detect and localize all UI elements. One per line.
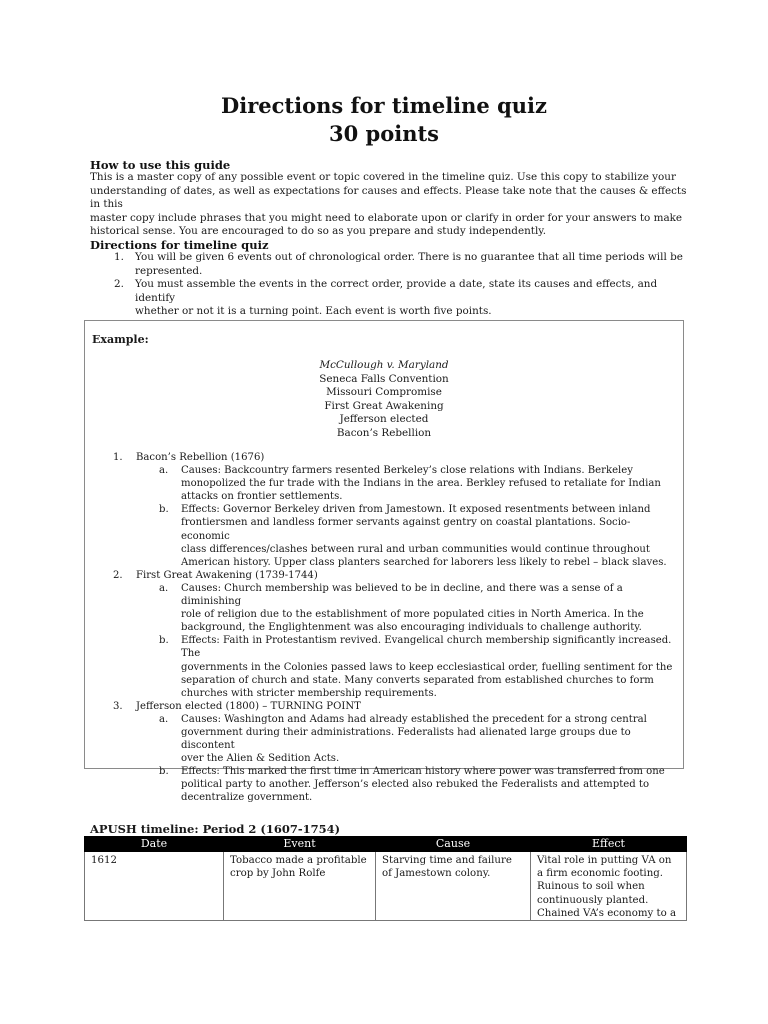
- guide-line: understanding of dates, as well as expectations for causes and effects. Please take note that the causes & effects in this: [90, 184, 687, 211]
- cell-cause: Starving time and failure of Jamestown colony.: [376, 852, 531, 921]
- answer-item: [113, 451, 679, 464]
- cell-effect: [531, 852, 687, 921]
- sub-line: government during their administrations. Federalists had alienated large groups due to discontent: [181, 726, 631, 752]
- guide-line: This is a master copy of any possible event or topic covered in the timeline quiz. Use this copy to stabilize your: [90, 171, 676, 183]
- answer-number: 1.: [113, 452, 123, 463]
- sub-line: American history. Upper class planters searched for laborers less likely to rebel – black slaves.: [181, 556, 667, 568]
- guide-line: historical sense. You are encouraged to do so as you prepare and study independently.: [90, 225, 547, 238]
- answer-title: First Great Awakening (1739-1744): [136, 569, 318, 581]
- column-header-date: Date: [85, 837, 224, 852]
- guide-paragraph: [90, 171, 690, 239]
- example-event: Missouri Compromise: [326, 386, 442, 398]
- answer-number: 2.: [113, 569, 123, 581]
- answer-causes: [113, 464, 679, 503]
- sub-letter: a.: [159, 582, 169, 594]
- sub-line: Causes: Washington and Adams had already established the precedent for a strong central: [181, 713, 647, 725]
- answer-causes: [113, 713, 679, 765]
- example-events-list: [85, 359, 683, 440]
- column-header-cause: Cause: [376, 837, 531, 852]
- sub-line: attacks on frontier settlements.: [181, 491, 343, 503]
- example-event: Jefferson elected: [339, 413, 429, 425]
- example-event: McCullough v. Maryland: [319, 359, 449, 371]
- directions-item: [90, 251, 690, 278]
- table-header-row: [85, 837, 687, 852]
- directions-list: [90, 251, 690, 319]
- sub-line: background, the Englightenment was also encouraging individuals to challenge authority.: [181, 622, 642, 634]
- sub-letter: b.: [159, 635, 169, 647]
- sub-letter: a.: [159, 465, 169, 477]
- cell-event: Tobacco made a profitable crop by John Rolfe: [224, 852, 376, 921]
- sub-letter: a.: [159, 713, 169, 725]
- sub-line: Effects: Faith in Protestantism revived. Evangelical church membership significantly increased. The: [181, 635, 672, 660]
- sub-line: decentralize government.: [181, 792, 313, 804]
- guide-line: master copy include phrases that you might need to elaborate upon or clarify in order for your answers to make: [90, 211, 683, 224]
- answer-number: 3.: [113, 700, 123, 712]
- column-header-event: Event: [224, 837, 376, 852]
- example-label: Example:: [92, 333, 149, 346]
- example-event: Seneca Falls Convention: [319, 372, 449, 385]
- effect-line: Vital role in putting VA on a firm economic footing.: [537, 855, 672, 880]
- sub-line: Causes: Backcountry farmers resented Berkeley’s close relations with Indians. Berkeley: [181, 465, 633, 477]
- sub-line: separation of church and state. Many converts separated from established churches to form: [181, 674, 654, 686]
- answer-item: [113, 700, 679, 713]
- directions-heading: Directions for timeline quiz: [90, 238, 269, 252]
- sub-line: political party to another. Jefferson’s elected also rebuked the Federalists and attempted to: [181, 779, 650, 791]
- sub-line: monopolized the fur trade with the Indians in the area. Berkley refused to retaliate for Indian: [181, 478, 661, 490]
- example-event: Bacon’s Rebellion: [336, 426, 432, 439]
- example-answers: [113, 451, 679, 805]
- sub-line: Causes: Church membership was believed to be in decline, and there was a sense of a diminishing: [181, 582, 623, 608]
- answer-title: Jefferson elected (1800) – TURNING POINT: [136, 700, 361, 712]
- answer-causes: [113, 582, 679, 634]
- sub-line: Effects: Governor Berkeley driven from Jamestown. It exposed resentments between inland: [181, 504, 651, 516]
- sub-line: Effects: This marked the first time in American history where power was transferred from one: [181, 766, 665, 778]
- item-line: represented.: [135, 264, 203, 277]
- answer-effects: [113, 503, 679, 568]
- directions-item: [90, 278, 690, 319]
- item-line: You will be given 6 events out of chronological order. There is no guarantee that all time periods will be: [135, 251, 683, 263]
- table-row: [85, 852, 687, 921]
- sub-line: frontiersmen and landless former servants against gentry on coastal plantations. Socio-economic: [181, 517, 631, 542]
- example-event: First Great Awakening: [324, 399, 444, 412]
- item-line: whether or not it is a turning point. Each event is worth five points.: [135, 305, 492, 318]
- document-subtitle-points: 30 points: [329, 121, 439, 146]
- sub-line: role of religion due to the establishment of more populated cities in North America. In the: [181, 609, 644, 621]
- answer-item: [113, 569, 679, 582]
- sub-line: churches with stricter membership requirements.: [181, 687, 437, 699]
- sub-line: over the Alien & Sedition Acts.: [181, 753, 340, 765]
- sub-line: class differences/clashes between rural and urban communities would continue throughout: [181, 543, 650, 555]
- item-number: 1.: [114, 251, 124, 263]
- sub-letter: b.: [159, 766, 169, 778]
- item-number: 2.: [114, 278, 124, 291]
- timeline-table: [84, 836, 687, 921]
- answer-title: Bacon’s Rebellion (1676): [136, 452, 265, 463]
- column-header-effect: Effect: [531, 837, 687, 852]
- timeline-table-title: APUSH timeline: Period 2 (1607-1754): [90, 822, 341, 836]
- effect-line: Ruinous to soil when continuously planted.: [537, 881, 649, 906]
- answer-effects: [113, 634, 679, 699]
- document-title: Directions for timeline quiz: [221, 93, 547, 118]
- sub-letter: b.: [159, 504, 169, 516]
- effect-line: Chained VA’s economy to a: [537, 907, 677, 919]
- example-box: [84, 320, 684, 804]
- answer-effects: [113, 765, 679, 804]
- guide-heading: How to use this guide: [90, 158, 231, 172]
- item-line: You must assemble the events in the correct order, provide a date, state its causes and effects, and identify: [135, 278, 658, 304]
- cell-date: 1612: [85, 852, 224, 921]
- sub-line: governments in the Colonies passed laws to keep ecclesiastical order, fuelling sentiment for the: [181, 661, 673, 673]
